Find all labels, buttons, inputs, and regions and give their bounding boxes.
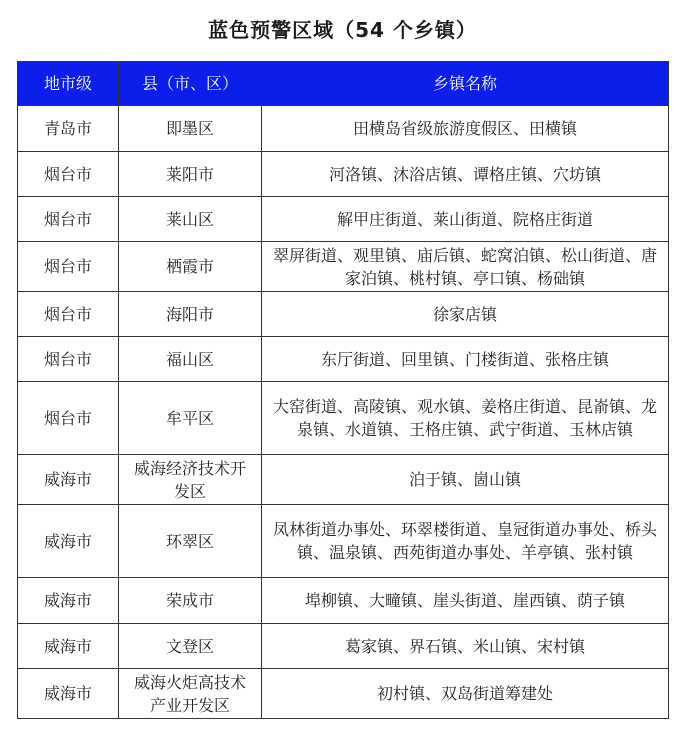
cell-county: 莱阳市 [119,152,262,197]
cell-city: 烟台市 [18,382,119,455]
table-row [18,337,669,382]
cell-towns: 埠柳镇、大疃镇、崖头街道、崖西镇、荫子镇 [262,578,669,624]
cell-county: 荣成市 [119,578,262,624]
table-row [18,505,669,578]
cell-county: 福山区 [119,337,262,382]
cell-county: 莱山区 [119,197,262,242]
cell-city: 烟台市 [18,292,119,337]
cell-city: 威海市 [18,669,119,719]
cell-towns: 泊于镇、崮山镇 [262,455,669,505]
cell-city: 烟台市 [18,337,119,382]
header-city: 地市级 [18,62,119,106]
cell-city: 烟台市 [18,242,119,292]
cell-county: 海阳市 [119,292,262,337]
cell-towns: 田横岛省级旅游度假区、田横镇 [262,106,669,152]
header-towns: 乡镇名称 [262,62,669,106]
cell-city: 青岛市 [18,106,119,152]
table-row [18,455,669,505]
document-title: 蓝色预警区域（54 个乡镇） [208,18,477,42]
table-row [18,624,669,669]
cell-county: 文登区 [119,624,262,669]
cell-city: 威海市 [18,505,119,578]
warning-area-table [17,61,669,719]
cell-county: 即墨区 [119,106,262,152]
table-row [18,292,669,337]
cell-city: 威海市 [18,624,119,669]
cell-towns: 凤林街道办事处、环翠楼街道、皇冠街道办事处、桥头镇、温泉镇、西苑街道办事处、羊亭镇、张村镇 [262,505,669,578]
table-row [18,578,669,624]
cell-city: 威海市 [18,578,119,624]
table-row [18,382,669,455]
cell-towns: 大窑街道、高陵镇、观水镇、姜格庄街道、昆嵛镇、龙泉镇、水道镇、王格庄镇、武宁街道、玉林店镇 [262,382,669,455]
cell-towns: 解甲庄街道、莱山街道、院格庄街道 [262,197,669,242]
cell-towns: 初村镇、双岛街道筹建处 [262,669,669,719]
warning-table-container [17,61,668,719]
cell-city: 烟台市 [18,197,119,242]
table-row [18,197,669,242]
header-county: 县（市、区） [119,62,262,106]
cell-towns: 葛家镇、界石镇、米山镇、宋村镇 [262,624,669,669]
cell-towns: 翠屏街道、观里镇、庙后镇、蛇窝泊镇、松山街道、唐家泊镇、桃村镇、亭口镇、杨础镇 [262,242,669,292]
cell-county: 威海火炬高技术产业开发区 [119,669,262,719]
cell-city: 烟台市 [18,152,119,197]
table-row [18,242,669,292]
table-row [18,669,669,719]
cell-towns: 东厅街道、回里镇、门楼街道、张格庄镇 [262,337,669,382]
cell-towns: 河洛镇、沐浴店镇、谭格庄镇、穴坊镇 [262,152,669,197]
table-row [18,152,669,197]
cell-towns: 徐家店镇 [262,292,669,337]
cell-county: 环翠区 [119,505,262,578]
cell-city: 威海市 [18,455,119,505]
cell-county: 威海经济技术开发区 [119,455,262,505]
table-header-row [18,62,669,106]
cell-county: 栖霞市 [119,242,262,292]
table-row [18,106,669,152]
cell-county: 牟平区 [119,382,262,455]
